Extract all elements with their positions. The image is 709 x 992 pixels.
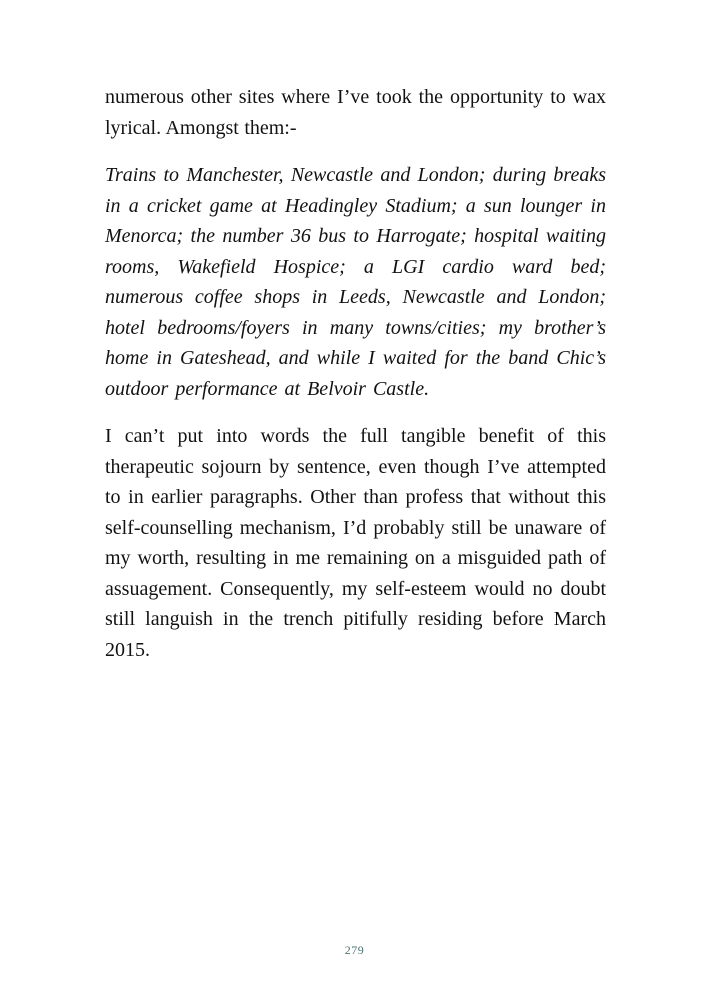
page-body (105, 82, 606, 682)
page-number: 279 (344, 943, 365, 957)
paragraph-intro: numerous other sites where I’ve took the opportunity to wax lyrical. Amongst them:- (105, 86, 606, 139)
paragraph-closing: I can’t put into words the full tangible benefit of this therapeutic sojourn by sentence, even though I’ve attempted to in earlier paragraphs. Other than profess that without this self-counselling mechanism, I’d probably still be unaware of my worth, resulting in me remaining on a misguided path of assuagement. Consequently, my self-esteem would no doubt still languish in the trench pitifully residing before March 2015. (105, 425, 606, 661)
paragraph-italic-list: Trains to Manchester, Newcastle and London; during breaks in a cricket game at Headingley Stadium; a sun lounger in Menorca; the number 36 bus to Harrogate; hospital waiting rooms, Wakefield Hospice; a LGI cardio ward bed; numerous coffee shops in Leeds, Newcastle and London; hotel bedrooms/foyers in many towns/cities; my brother’s home in Gateshead, and while I waited for the band Chic’s outdoor performance at Belvoir Castle. (105, 164, 606, 400)
